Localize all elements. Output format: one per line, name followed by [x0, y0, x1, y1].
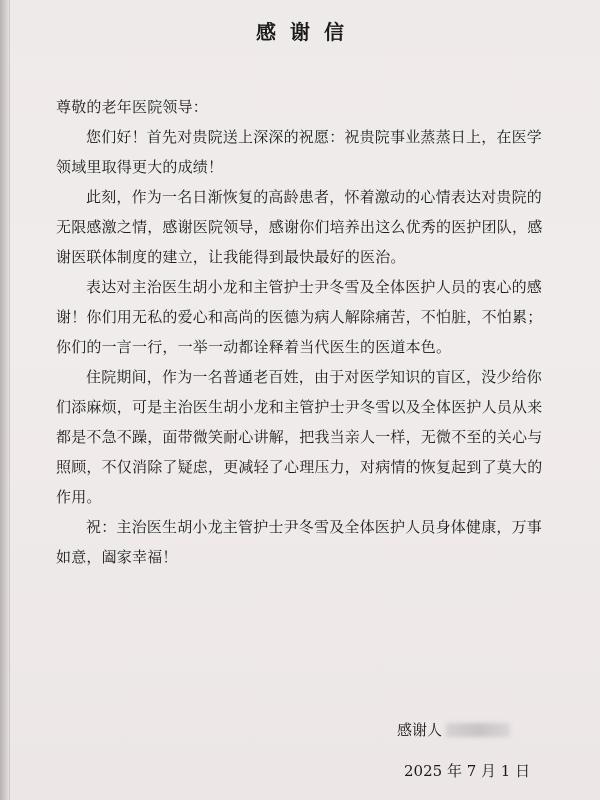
signature-line [397, 719, 510, 740]
paragraph-hospital-stay: 住院期间，作为一名普通老百姓，由于对医学知识的盲区，没少给你们添麻烦，可是主治医生胡小龙和主管护士尹冬雪以及全体医护人员从来都是不急不躁，面带微笑耐心讲解，把我当亲人一样，无微不至的关心与照顾，不仅消除了疑虑，更减轻了心理压力，对病情的恢复起到了莫大的作用。 [56, 368, 543, 506]
book-spine-shadow [0, 0, 9, 800]
signer-label: 感谢人 [397, 721, 443, 739]
letter-title: 感谢信 [256, 20, 358, 44]
letter-body [56, 92, 556, 572]
spine-edge [9, 0, 10, 800]
paragraph-wishes: 祝：主治医生胡小龙主管护士尹冬雪及全体医护人员身体健康，万事如意，阖家幸福！ [56, 518, 543, 566]
paragraph-thanks-staff: 表达对主治医生胡小龙和主管护士尹冬雪及全体医护人员的衷心的感谢！你们用无私的爱心和高尚的医德为病人解除痛苦，不怕脏，不怕累；你们的一言一行，一举一动都诠释着当代医生的医道本色。 [56, 278, 543, 356]
paragraph-gratitude: 此刻，作为一名日渐恢复的高龄患者，怀着激动的心情表达对贵院的无限感激之情，感谢医院领导，感谢你们培养出这么优秀的医护团队，感谢医联体制度的建立，让我能得到最快最好的医治。 [56, 188, 543, 266]
redacted-name [446, 723, 510, 737]
paragraph-greeting: 您们好！首先对贵院送上深深的祝愿：祝贵院事业蒸蒸日上，在医学领域里取得更大的成绩！ [56, 128, 543, 176]
letter-date: 2025 年 7 月 1 日 [404, 762, 531, 780]
salutation: 尊敬的老年医院领导： [56, 98, 209, 116]
